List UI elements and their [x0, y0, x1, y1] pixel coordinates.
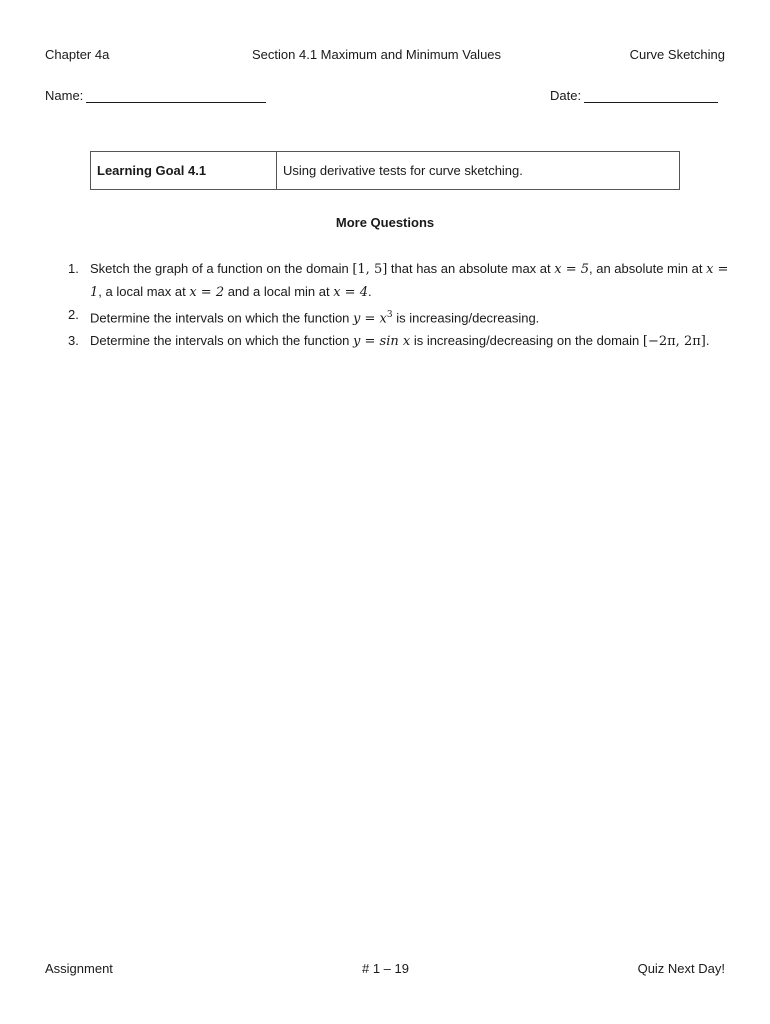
- math-expression: x = 1: [90, 262, 729, 300]
- math-expression: x = 5: [554, 262, 589, 277]
- math-exponent: 3: [386, 310, 393, 320]
- name-field: [45, 88, 266, 103]
- question-text: .: [705, 333, 710, 349]
- question-number: 2.: [68, 307, 79, 322]
- question-3: [60, 330, 730, 353]
- header-topic: Curve Sketching: [629, 47, 725, 62]
- question-text: Determine the intervals on which the function: [90, 333, 354, 349]
- footer-assignment: Assignment: [45, 961, 113, 976]
- date-label: Date:: [550, 88, 582, 103]
- question-text: is increasing/decreasing on the domain: [410, 333, 643, 349]
- section-title: More Questions: [335, 215, 435, 230]
- question-number: 1.: [68, 261, 79, 276]
- math-expression: x = 4: [333, 285, 368, 300]
- question-text: Determine the intervals on which the function: [90, 310, 354, 326]
- question-text: is increasing/decreasing.: [392, 310, 540, 326]
- question-text: and a local min at: [224, 284, 334, 299]
- question-text: that has an absolute max at: [387, 261, 555, 276]
- math-expression: x = 2: [189, 285, 225, 300]
- footer-question-range: # 1 – 19: [362, 961, 409, 976]
- question-1: [60, 258, 730, 304]
- date-field: [550, 88, 718, 103]
- question-list: [60, 258, 730, 353]
- math-expression: y = sin x: [353, 334, 411, 350]
- question-2: [60, 304, 730, 330]
- learning-goal-row: [91, 152, 680, 190]
- footer-quiz-notice: Quiz Next Day!: [637, 961, 725, 976]
- learning-goal-table: [90, 151, 680, 190]
- question-text: , a local max at: [98, 284, 190, 299]
- learning-goal-label: Learning Goal 4.1: [91, 152, 277, 190]
- learning-goal-description: Using derivative tests for curve sketching.: [277, 152, 680, 190]
- question-text: Sketch the graph of a function on the domain: [90, 261, 353, 276]
- math-expression: y = x: [353, 311, 387, 327]
- question-text: , an absolute min at: [589, 261, 707, 276]
- date-blank-line: [584, 89, 718, 103]
- math-expression: [−2π, 2π]: [642, 334, 706, 350]
- name-label: Name:: [45, 88, 84, 103]
- question-number: 3.: [68, 333, 79, 349]
- question-text: .: [367, 284, 372, 299]
- name-blank-line: [86, 89, 266, 103]
- math-expression: [1, 5]: [352, 262, 388, 277]
- header-chapter: Chapter 4a: [45, 47, 110, 62]
- header-section-title: Section 4.1 Maximum and Minimum Values: [252, 47, 502, 62]
